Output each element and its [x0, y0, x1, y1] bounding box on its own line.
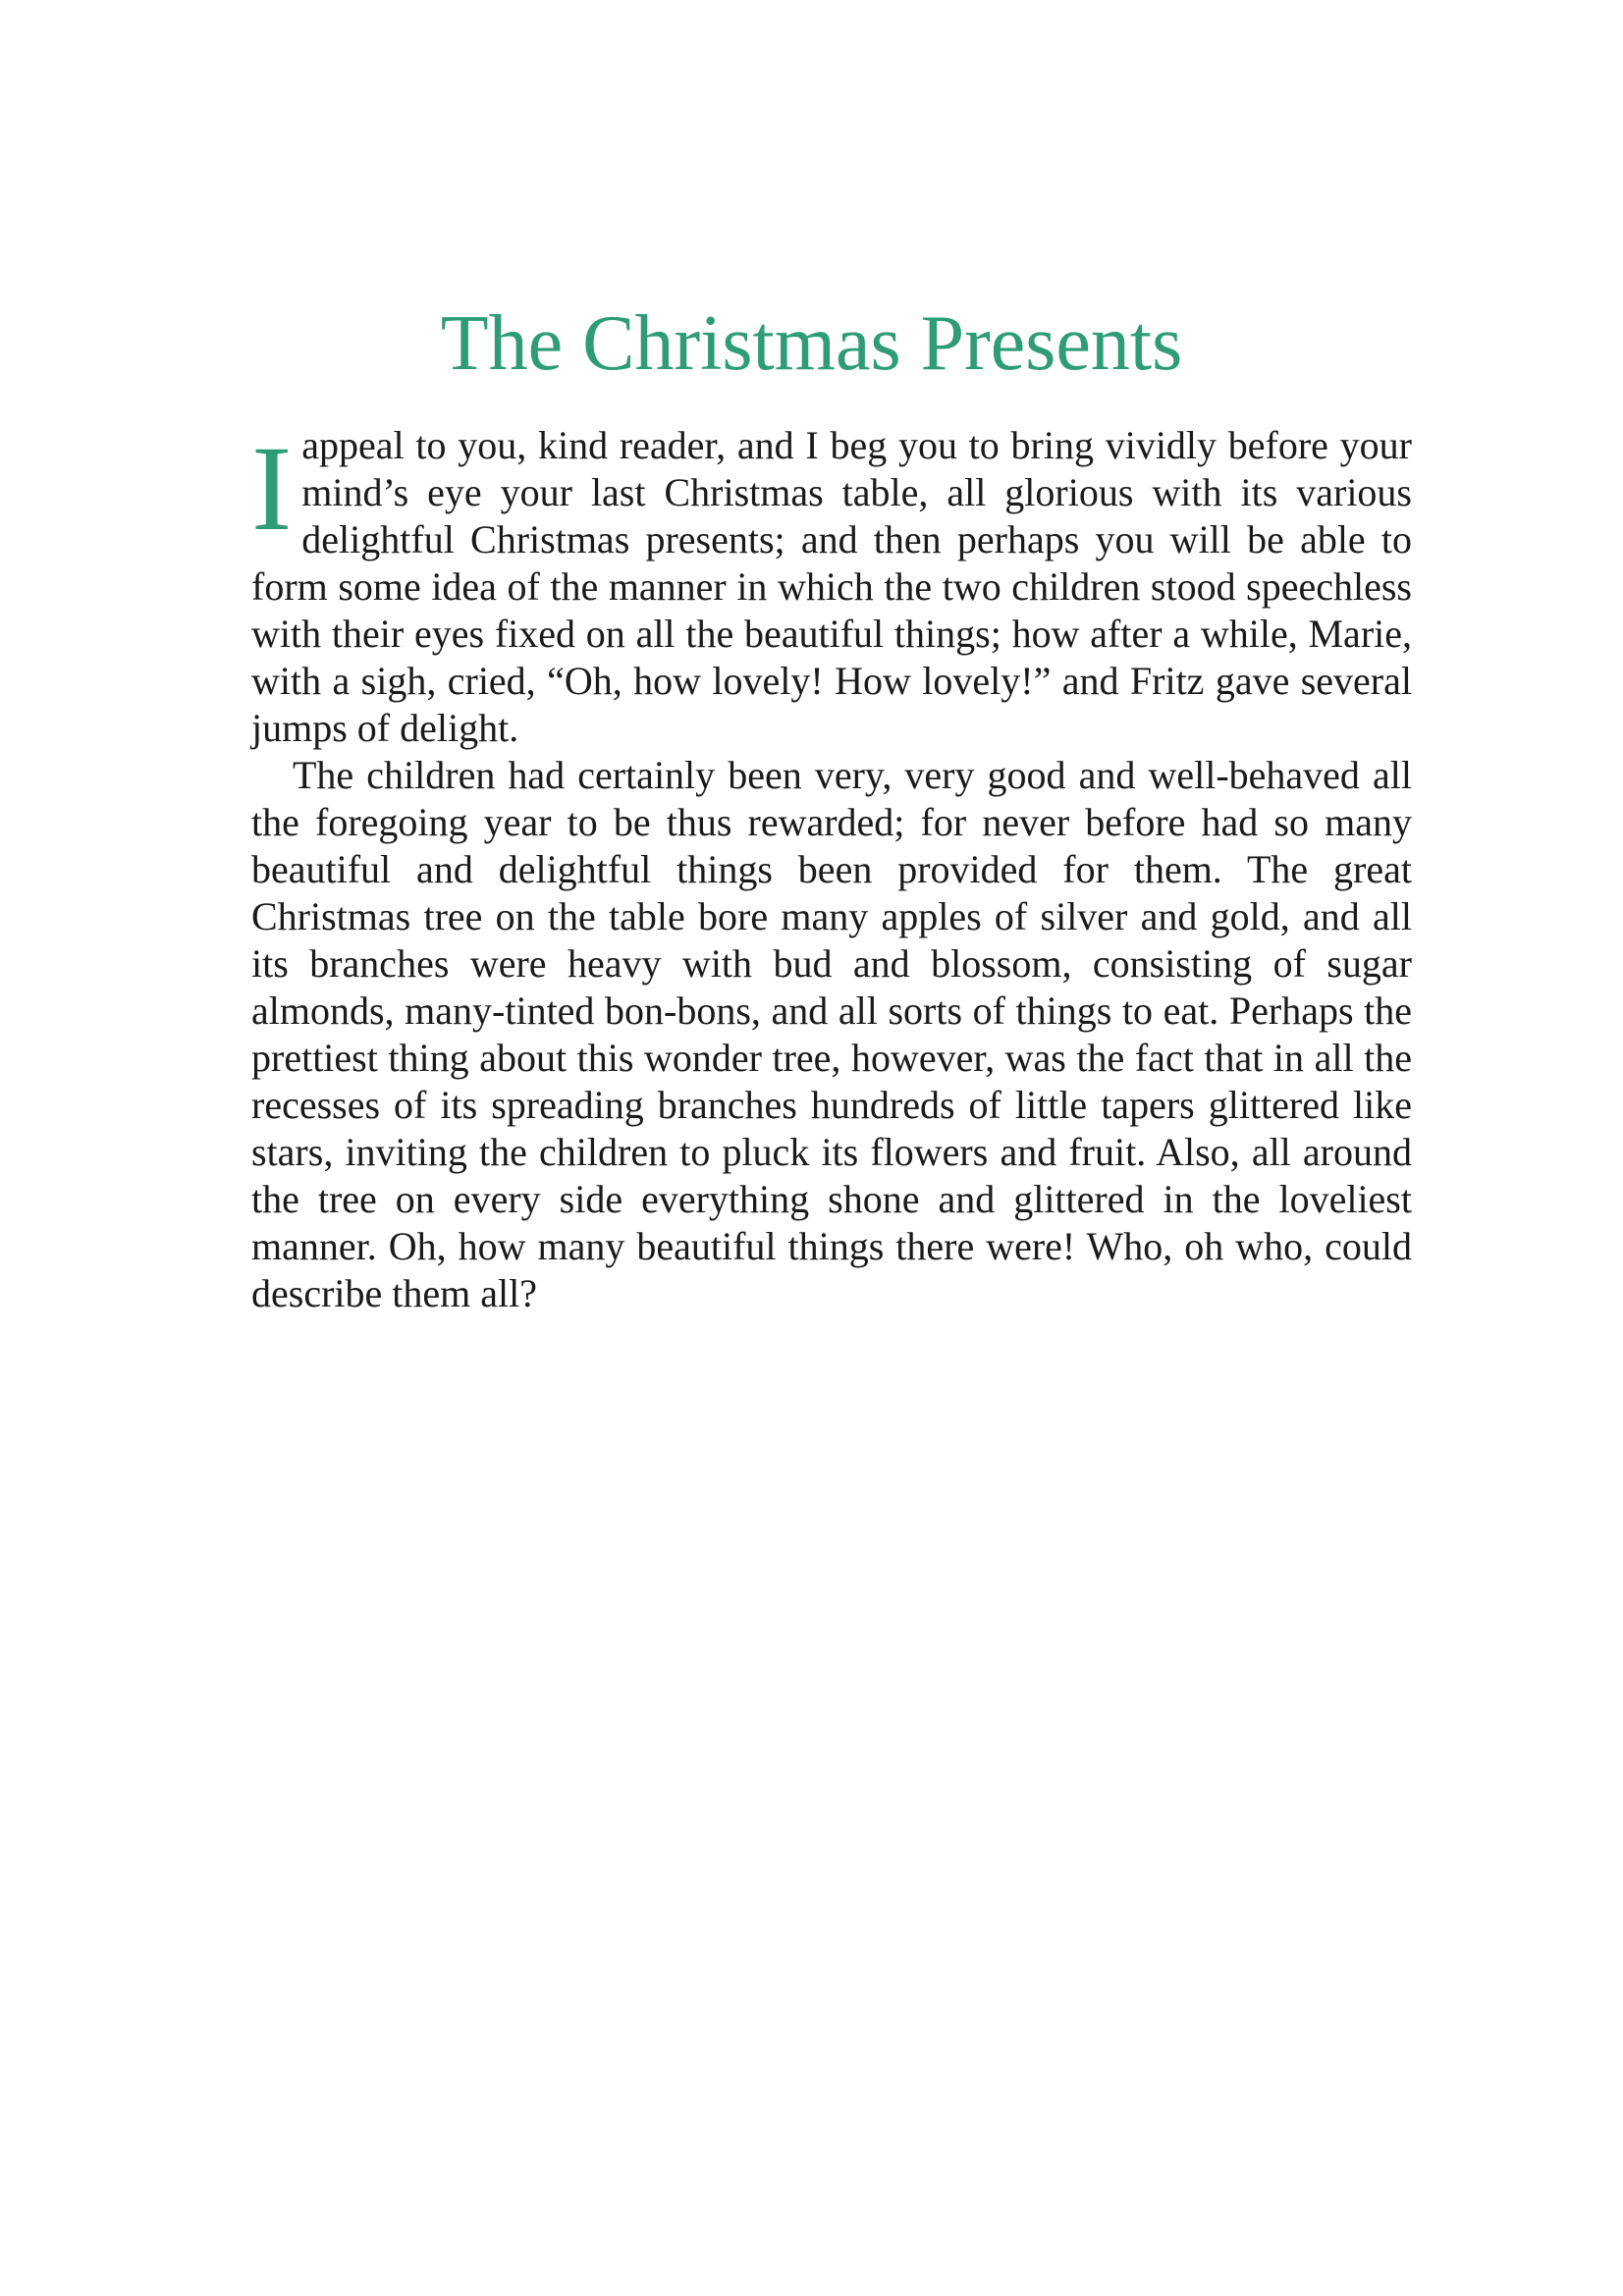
- chapter-body: [251, 422, 1412, 1317]
- drop-cap: I: [251, 421, 293, 556]
- paragraph-1: [251, 422, 1412, 752]
- paragraph-2: The children had certainly been very, very good and well-behaved all the foregoing year to be thus rewarded; for never before had so many beautiful and delightful things been provided for them. The great Christmas tree on the table bore many apples of silver and gold, and all its branches were heavy with bud and blossom, consisting of sugar almonds, many-tinted bon-bons, and all sorts of things to eat. Perhaps the prettiest thing about this wonder tree, however, was the fact that in all the recesses of its spreading branches hundreds of little tapers glittered like stars, inviting the children to pluck its flowers and fruit. Also, all around the tree on every side everything shone and glittered in the loveliest manner. Oh, how many beautiful things there were! Who, oh who, could describe them all?: [251, 753, 1412, 1315]
- paragraph-1-text: appeal to you, kind reader, and I beg you to bring vividly before your mind’s eye your last Christmas table, all glorious with its various delightful Christmas presents; and then perhaps you will be able to form some idea of the manner in which the two children stood speechless with their eyes fixed on all the beautiful things; how after a while, Marie, with a sigh, cried, “Oh, how lovely! How lovely!” and Fritz gave several jumps of delight.: [251, 423, 1412, 750]
- chapter-title: The Christmas Presents: [440, 300, 1183, 387]
